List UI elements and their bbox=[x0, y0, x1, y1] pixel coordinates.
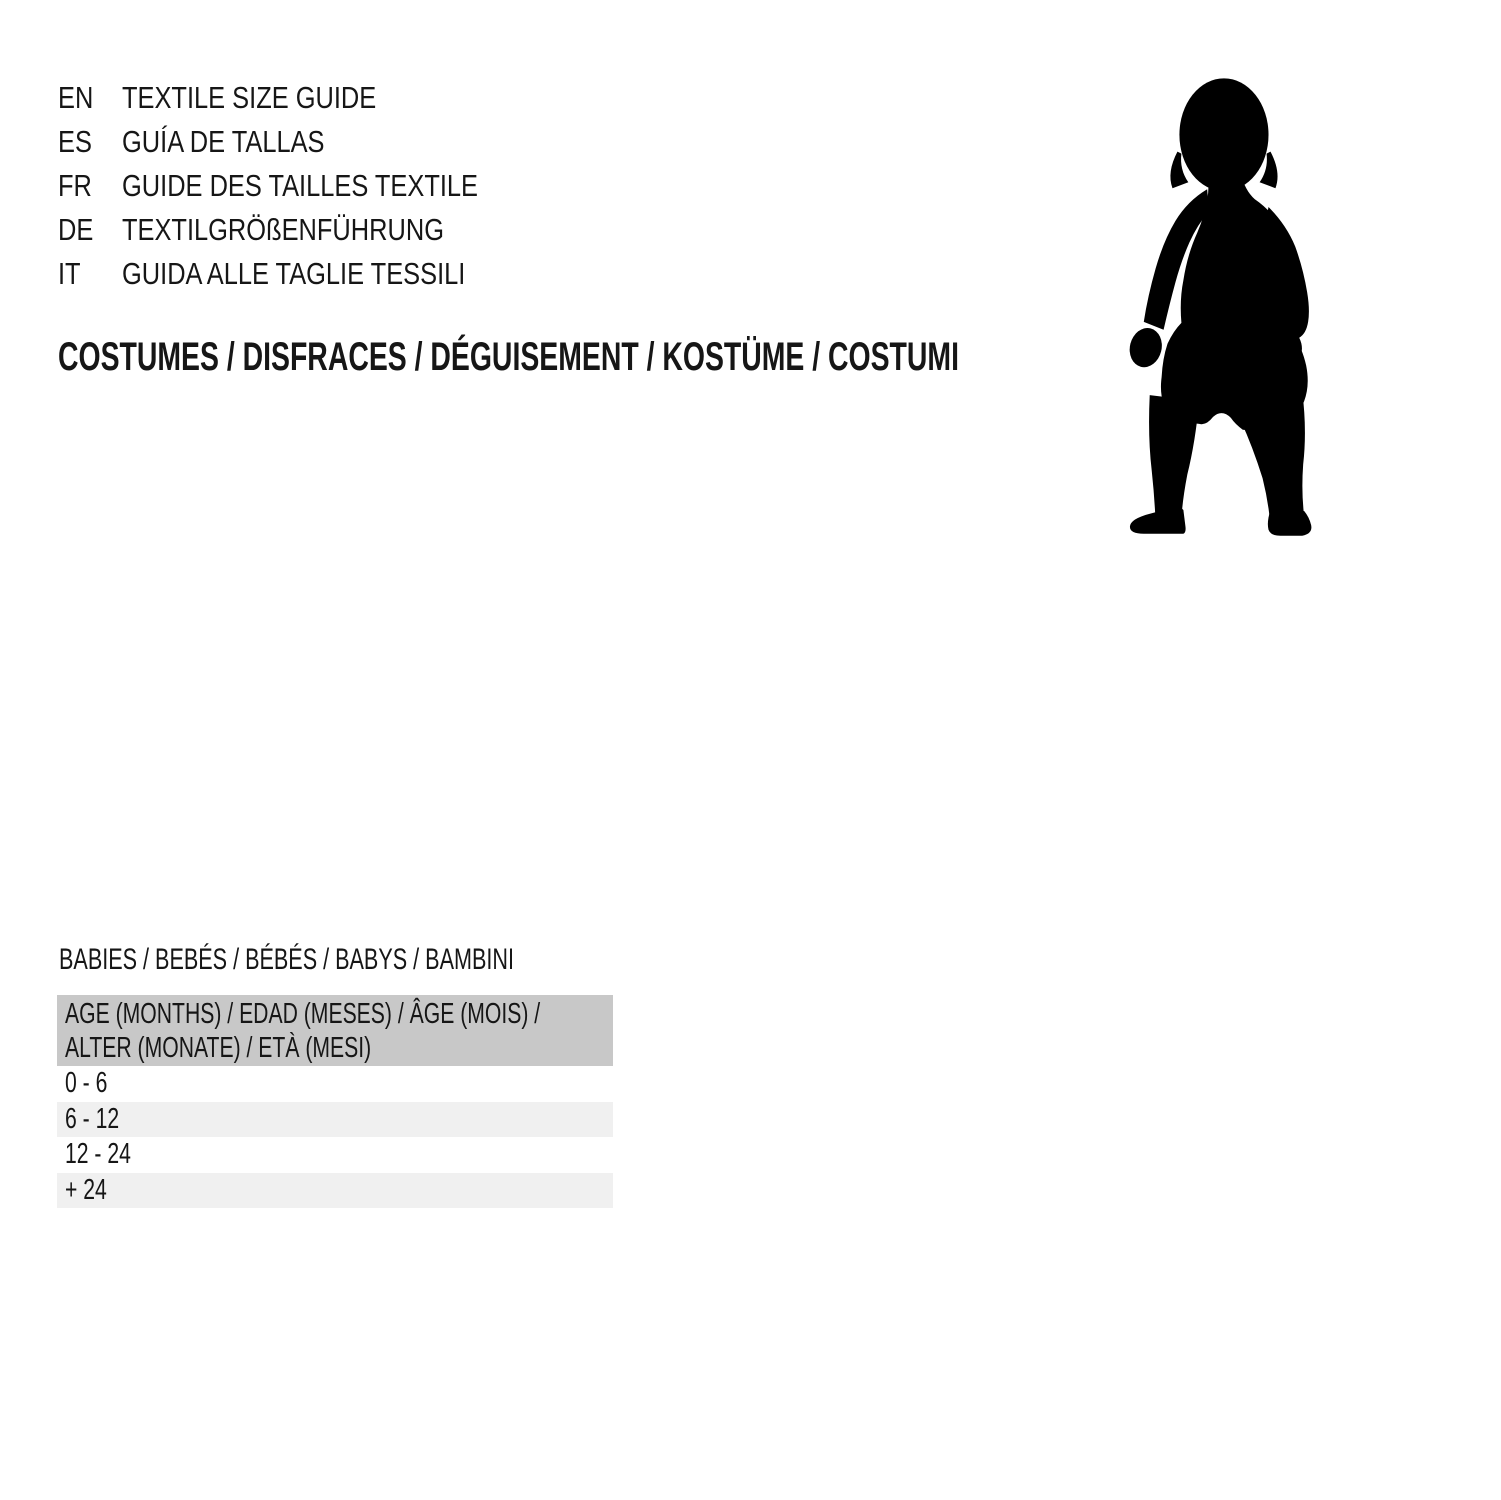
baby-silhouette-icon bbox=[1122, 76, 1320, 541]
language-code: DE bbox=[58, 212, 94, 247]
age-table-row bbox=[57, 1066, 613, 1102]
language-guide-item bbox=[58, 120, 556, 164]
age-range: 6 - 12 bbox=[65, 1102, 120, 1135]
age-table-header bbox=[57, 995, 613, 1066]
age-table-header-line2: ALTER (MONATE) / ETÀ (MESI) bbox=[65, 1031, 372, 1064]
age-range: 12 - 24 bbox=[65, 1138, 131, 1171]
age-table-header-line1: AGE (MONTHS) / EDAD (MESES) / ÂGE (MOIS) / bbox=[65, 997, 541, 1030]
category-title: COSTUMES / DISFRACES / DÉGUISEMENT / KOSTÜME / COSTUMI bbox=[58, 334, 959, 379]
language-guide-label: TEXTILE SIZE GUIDE bbox=[122, 80, 377, 115]
language-code: IT bbox=[58, 256, 81, 291]
babies-section-heading: BABIES / BEBÉS / BÉBÉS / BABYS / BAMBINI bbox=[59, 943, 514, 976]
language-code: ES bbox=[58, 124, 92, 159]
language-guide-label: TEXTILGRÖßENFÜHRUNG bbox=[122, 212, 445, 247]
language-guide-item bbox=[58, 208, 556, 252]
age-table-row bbox=[57, 1102, 613, 1138]
age-table-row bbox=[57, 1173, 613, 1209]
language-code: EN bbox=[58, 80, 94, 115]
age-range: + 24 bbox=[65, 1173, 107, 1206]
language-guide-item bbox=[58, 252, 556, 296]
language-guide-item bbox=[58, 76, 556, 120]
language-guide-item bbox=[58, 164, 556, 208]
language-guide-label: GUIDA ALLE TAGLIE TESSILI bbox=[122, 256, 466, 291]
language-guide-list bbox=[58, 76, 556, 296]
language-guide-label: GUIDE DES TAILLES TEXTILE bbox=[122, 168, 479, 203]
age-range: 0 - 6 bbox=[65, 1067, 108, 1100]
language-code: FR bbox=[58, 168, 92, 203]
language-guide-label: GUÍA DE TALLAS bbox=[122, 124, 325, 159]
age-table-row bbox=[57, 1137, 613, 1173]
age-size-table bbox=[57, 995, 613, 1208]
